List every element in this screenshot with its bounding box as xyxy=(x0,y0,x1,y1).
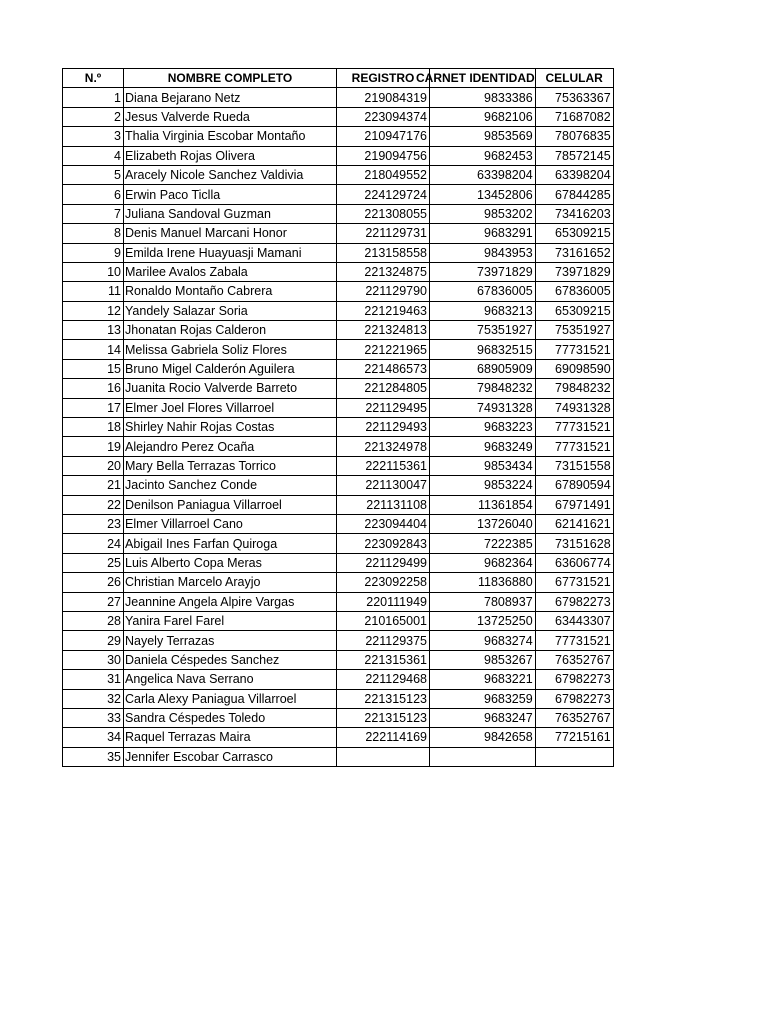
table-row xyxy=(63,495,614,514)
celular-value: 63443307 xyxy=(535,611,613,630)
celular-value: 76352767 xyxy=(535,708,613,727)
registro-value: 222114169 xyxy=(337,728,430,747)
celular-value: 77731521 xyxy=(535,631,613,650)
row-number: 19 xyxy=(63,437,124,456)
student-table xyxy=(62,68,614,767)
registro-value: 221129790 xyxy=(337,282,430,301)
carnet-value: 9833386 xyxy=(430,88,536,107)
row-number: 1 xyxy=(63,88,124,107)
carnet-value: 9683291 xyxy=(430,224,536,243)
celular-value: 67971491 xyxy=(535,495,613,514)
table-row xyxy=(63,282,614,301)
registro-value: 218049552 xyxy=(337,165,430,184)
table-row xyxy=(63,185,614,204)
column-header-carnet xyxy=(416,69,536,88)
column-header-number: N.º xyxy=(63,69,124,88)
carnet-value: 9682106 xyxy=(430,107,536,126)
student-name: Mary Bella Terrazas Torrico xyxy=(124,456,337,475)
table-row xyxy=(63,728,614,747)
student-name: Daniela Céspedes Sanchez xyxy=(124,650,337,669)
registro-value: 221219463 xyxy=(337,301,430,320)
row-number: 18 xyxy=(63,418,124,437)
table-row xyxy=(63,301,614,320)
carnet-value: 68905909 xyxy=(430,359,536,378)
student-name: Juanita Rocio Valverde Barreto xyxy=(124,379,337,398)
celular-value: 69098590 xyxy=(535,359,613,378)
celular-value: 65309215 xyxy=(535,224,613,243)
celular-value: 73151558 xyxy=(535,456,613,475)
celular-value: 67982273 xyxy=(535,670,613,689)
registro-value: 210165001 xyxy=(337,611,430,630)
table-row xyxy=(63,88,614,107)
celular-value: 67731521 xyxy=(535,573,613,592)
student-name: Diana Bejarano Netz xyxy=(124,88,337,107)
carnet-value: 9682364 xyxy=(430,553,536,572)
table-row xyxy=(63,107,614,126)
carnet-value: 7808937 xyxy=(430,592,536,611)
registro-value: 221129495 xyxy=(337,398,430,417)
registro-value: 221315123 xyxy=(337,689,430,708)
carnet-value: 9683259 xyxy=(430,689,536,708)
table-row xyxy=(63,243,614,262)
row-number: 7 xyxy=(63,204,124,223)
row-number: 24 xyxy=(63,534,124,553)
row-number: 15 xyxy=(63,359,124,378)
table-row xyxy=(63,379,614,398)
column-header-carnet-label: CARNET IDENTIDAD xyxy=(416,71,535,86)
student-name: Denilson Paniagua Villarroel xyxy=(124,495,337,514)
table-row xyxy=(63,204,614,223)
table-row xyxy=(63,631,614,650)
table-row xyxy=(63,340,614,359)
celular-value: 77731521 xyxy=(535,437,613,456)
row-number: 2 xyxy=(63,107,124,126)
carnet-value: 9853434 xyxy=(430,456,536,475)
student-name: Jesus Valverde Rueda xyxy=(124,107,337,126)
student-name: Juliana Sandoval Guzman xyxy=(124,204,337,223)
carnet-value: 11836880 xyxy=(430,573,536,592)
carnet-value: 74931328 xyxy=(430,398,536,417)
row-number: 23 xyxy=(63,514,124,533)
carnet-value: 9853569 xyxy=(430,127,536,146)
registro-value: 221308055 xyxy=(337,204,430,223)
celular-value: 78572145 xyxy=(535,146,613,165)
student-name: Yanira Farel Farel xyxy=(124,611,337,630)
student-name: Elmer Joel Flores Villarroel xyxy=(124,398,337,417)
registro-value: 219084319 xyxy=(337,88,430,107)
row-number: 29 xyxy=(63,631,124,650)
row-number: 21 xyxy=(63,476,124,495)
table-row xyxy=(63,359,614,378)
table-row xyxy=(63,321,614,340)
registro-value: 223092843 xyxy=(337,534,430,553)
carnet-value: 13725250 xyxy=(430,611,536,630)
student-name: Jhonatan Rojas Calderon xyxy=(124,321,337,340)
row-number: 26 xyxy=(63,573,124,592)
column-header-registro: REGISTRO xyxy=(337,69,430,88)
celular-value: 62141621 xyxy=(535,514,613,533)
table-row xyxy=(63,262,614,281)
celular-value: 77731521 xyxy=(535,418,613,437)
celular-value: 77215161 xyxy=(535,728,613,747)
celular-value: 67982273 xyxy=(535,592,613,611)
student-name: Denis Manuel Marcani Honor xyxy=(124,224,337,243)
celular-value xyxy=(535,747,613,766)
row-number: 10 xyxy=(63,262,124,281)
table-row xyxy=(63,592,614,611)
header-row xyxy=(63,69,614,88)
column-header-name: NOMBRE COMPLETO xyxy=(124,69,337,88)
registro-value: 221131108 xyxy=(337,495,430,514)
student-table-sheet xyxy=(62,68,614,767)
student-name: Bruno Migel Calderón Aguilera xyxy=(124,359,337,378)
registro-value: 221221965 xyxy=(337,340,430,359)
table-row xyxy=(63,398,614,417)
row-number: 11 xyxy=(63,282,124,301)
celular-value: 67844285 xyxy=(535,185,613,204)
student-name: Jacinto Sanchez Conde xyxy=(124,476,337,495)
carnet-value: 9842658 xyxy=(430,728,536,747)
table-row xyxy=(63,476,614,495)
carnet-value: 9683274 xyxy=(430,631,536,650)
carnet-value: 9683223 xyxy=(430,418,536,437)
registro-value: 223094374 xyxy=(337,107,430,126)
celular-value: 73971829 xyxy=(535,262,613,281)
row-number: 12 xyxy=(63,301,124,320)
registro-value: 213158558 xyxy=(337,243,430,262)
celular-value: 77731521 xyxy=(535,340,613,359)
registro-value: 210947176 xyxy=(337,127,430,146)
celular-value: 63398204 xyxy=(535,165,613,184)
carnet-value: 9682453 xyxy=(430,146,536,165)
table-row xyxy=(63,514,614,533)
row-number: 17 xyxy=(63,398,124,417)
carnet-value: 9683213 xyxy=(430,301,536,320)
student-name: Emilda Irene Huayuasji Mamani xyxy=(124,243,337,262)
registro-value: 223094404 xyxy=(337,514,430,533)
student-name: Alejandro Perez Ocaña xyxy=(124,437,337,456)
registro-value: 221315123 xyxy=(337,708,430,727)
registro-value: 224129724 xyxy=(337,185,430,204)
table-row xyxy=(63,534,614,553)
celular-value: 67982273 xyxy=(535,689,613,708)
registro-value: 220111949 xyxy=(337,592,430,611)
row-number: 35 xyxy=(63,747,124,766)
registro-value: 221284805 xyxy=(337,379,430,398)
student-name: Abigail Ines Farfan Quiroga xyxy=(124,534,337,553)
celular-value: 67890594 xyxy=(535,476,613,495)
row-number: 33 xyxy=(63,708,124,727)
row-number: 5 xyxy=(63,165,124,184)
student-name: Ronaldo Montaño Cabrera xyxy=(124,282,337,301)
registro-value xyxy=(337,747,430,766)
registro-value: 221129493 xyxy=(337,418,430,437)
table-row xyxy=(63,165,614,184)
row-number: 14 xyxy=(63,340,124,359)
registro-value: 221129499 xyxy=(337,553,430,572)
student-name: Jeannine Angela Alpire Vargas xyxy=(124,592,337,611)
row-number: 31 xyxy=(63,670,124,689)
celular-value: 73151628 xyxy=(535,534,613,553)
carnet-value: 9853224 xyxy=(430,476,536,495)
celular-value: 78076835 xyxy=(535,127,613,146)
carnet-value xyxy=(430,747,536,766)
table-row xyxy=(63,224,614,243)
table-row xyxy=(63,553,614,572)
row-number: 4 xyxy=(63,146,124,165)
row-number: 16 xyxy=(63,379,124,398)
carnet-value: 73971829 xyxy=(430,262,536,281)
student-name: Angelica Nava Serrano xyxy=(124,670,337,689)
celular-value: 75351927 xyxy=(535,321,613,340)
celular-value: 76352767 xyxy=(535,650,613,669)
table-row xyxy=(63,127,614,146)
student-name: Elizabeth Rojas Olivera xyxy=(124,146,337,165)
table-row xyxy=(63,747,614,766)
row-number: 34 xyxy=(63,728,124,747)
carnet-value: 9853267 xyxy=(430,650,536,669)
carnet-value: 9853202 xyxy=(430,204,536,223)
row-number: 25 xyxy=(63,553,124,572)
carnet-value: 13726040 xyxy=(430,514,536,533)
student-name: Raquel Terrazas Maira xyxy=(124,728,337,747)
table-row xyxy=(63,611,614,630)
table-body xyxy=(63,88,614,767)
student-name: Jennifer Escobar Carrasco xyxy=(124,747,337,766)
carnet-value: 63398204 xyxy=(430,165,536,184)
registro-value: 219094756 xyxy=(337,146,430,165)
registro-value: 221315361 xyxy=(337,650,430,669)
carnet-value: 13452806 xyxy=(430,185,536,204)
student-name: Luis Alberto Copa Meras xyxy=(124,553,337,572)
table-row xyxy=(63,670,614,689)
celular-value: 75363367 xyxy=(535,88,613,107)
registro-value: 223092258 xyxy=(337,573,430,592)
student-name: Marilee Avalos Zabala xyxy=(124,262,337,281)
carnet-value: 75351927 xyxy=(430,321,536,340)
student-name: Melissa Gabriela Soliz Flores xyxy=(124,340,337,359)
celular-value: 63606774 xyxy=(535,553,613,572)
row-number: 3 xyxy=(63,127,124,146)
table-row xyxy=(63,650,614,669)
table-row xyxy=(63,418,614,437)
student-name: Sandra Céspedes Toledo xyxy=(124,708,337,727)
row-number: 27 xyxy=(63,592,124,611)
carnet-value: 7222385 xyxy=(430,534,536,553)
row-number: 13 xyxy=(63,321,124,340)
registro-value: 221324875 xyxy=(337,262,430,281)
registro-value: 221129468 xyxy=(337,670,430,689)
celular-value: 73416203 xyxy=(535,204,613,223)
registro-value: 221129731 xyxy=(337,224,430,243)
carnet-value: 9683221 xyxy=(430,670,536,689)
carnet-value: 9683247 xyxy=(430,708,536,727)
registro-value: 222115361 xyxy=(337,456,430,475)
carnet-value: 79848232 xyxy=(430,379,536,398)
registro-value: 221486573 xyxy=(337,359,430,378)
student-name: Carla Alexy Paniagua Villarroel xyxy=(124,689,337,708)
student-name: Thalia Virginia Escobar Montaño xyxy=(124,127,337,146)
row-number: 22 xyxy=(63,495,124,514)
celular-value: 79848232 xyxy=(535,379,613,398)
table-row xyxy=(63,437,614,456)
row-number: 32 xyxy=(63,689,124,708)
table-row xyxy=(63,708,614,727)
carnet-value: 96832515 xyxy=(430,340,536,359)
row-number: 30 xyxy=(63,650,124,669)
registro-value: 221129375 xyxy=(337,631,430,650)
celular-value: 65309215 xyxy=(535,301,613,320)
table-row xyxy=(63,456,614,475)
student-name: Elmer Villarroel Cano xyxy=(124,514,337,533)
student-name: Yandely Salazar Soria xyxy=(124,301,337,320)
registro-value: 221324978 xyxy=(337,437,430,456)
student-name: Shirley Nahir Rojas Costas xyxy=(124,418,337,437)
celular-value: 67836005 xyxy=(535,282,613,301)
row-number: 8 xyxy=(63,224,124,243)
carnet-value: 11361854 xyxy=(430,495,536,514)
carnet-value: 9683249 xyxy=(430,437,536,456)
student-name: Nayely Terrazas xyxy=(124,631,337,650)
registro-value: 221130047 xyxy=(337,476,430,495)
row-number: 20 xyxy=(63,456,124,475)
student-name: Christian Marcelo Arayjo xyxy=(124,573,337,592)
column-header-celular: CELULAR xyxy=(535,69,613,88)
table-row xyxy=(63,573,614,592)
row-number: 6 xyxy=(63,185,124,204)
celular-value: 74931328 xyxy=(535,398,613,417)
row-number: 28 xyxy=(63,611,124,630)
table-row xyxy=(63,689,614,708)
table-row xyxy=(63,146,614,165)
celular-value: 71687082 xyxy=(535,107,613,126)
student-name: Aracely Nicole Sanchez Valdivia xyxy=(124,165,337,184)
student-name: Erwin Paco Ticlla xyxy=(124,185,337,204)
celular-value: 73161652 xyxy=(535,243,613,262)
registro-value: 221324813 xyxy=(337,321,430,340)
carnet-value: 67836005 xyxy=(430,282,536,301)
row-number: 9 xyxy=(63,243,124,262)
carnet-value: 9843953 xyxy=(430,243,536,262)
